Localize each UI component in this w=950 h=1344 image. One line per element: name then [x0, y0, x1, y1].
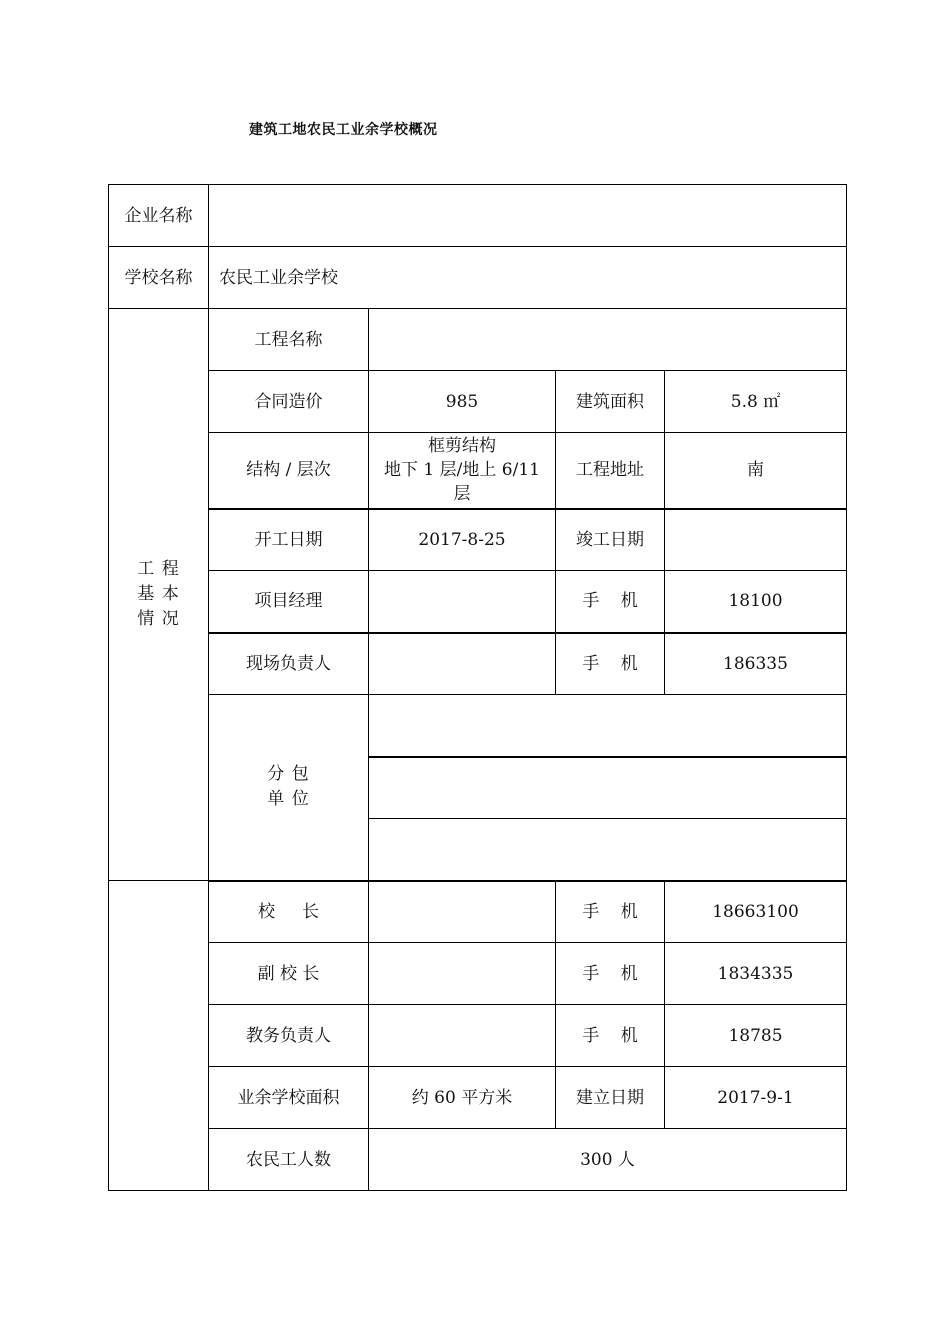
area-value: 5.8 ㎡: [665, 371, 847, 433]
company-label: 企业名称: [109, 185, 209, 247]
school-row: [109, 247, 847, 309]
contract-value: 985: [369, 371, 556, 433]
principal-value: [369, 881, 556, 943]
project-name-value: [369, 309, 847, 371]
site-lead-row: [109, 633, 847, 695]
principal-row: [109, 881, 847, 943]
manager-label: 项目经理: [209, 571, 369, 633]
vice-principal-phone-label: 手 机: [556, 943, 665, 1005]
subcontractor-value: [369, 695, 847, 757]
site-lead-phone-value: 186335: [665, 633, 847, 695]
address-value: 南: [665, 433, 847, 509]
section-label-cell: [109, 309, 209, 881]
vice-principal-label: 副 校 长: [209, 943, 369, 1005]
academic-row: [109, 1005, 847, 1067]
school-info-table: [108, 184, 847, 1191]
workers-label: 农民工人数: [209, 1129, 369, 1191]
subcontractor-value: [369, 819, 847, 881]
school-area-row: [109, 1067, 847, 1129]
established-value: 2017-9-1: [665, 1067, 847, 1129]
academic-label: 教务负责人: [209, 1005, 369, 1067]
principal-phone-label: 手 机: [556, 881, 665, 943]
dates-row: [109, 509, 847, 571]
subcontractor-row: [109, 695, 847, 757]
academic-value: [369, 1005, 556, 1067]
site-lead-value: [369, 633, 556, 695]
academic-phone-label: 手 机: [556, 1005, 665, 1067]
structure-value: 框剪结构 地下 1 层/地上 6/11 层: [369, 433, 556, 509]
start-date-label: 开工日期: [209, 509, 369, 571]
workers-row: [109, 1129, 847, 1191]
school-value: 农民工业余学校: [209, 247, 847, 309]
manager-phone-value: 18100: [665, 571, 847, 633]
subcontractor-label: 分 包 单 位: [267, 764, 310, 810]
site-lead-label: 现场负责人: [209, 633, 369, 695]
vice-principal-row: [109, 943, 847, 1005]
project-name-row: [109, 309, 847, 371]
subcontractor-label-cell: [209, 695, 369, 881]
contract-row: [109, 371, 847, 433]
company-row: [109, 185, 847, 247]
vice-principal-value: [369, 943, 556, 1005]
address-label: 工程地址: [556, 433, 665, 509]
established-label: 建立日期: [556, 1067, 665, 1129]
finish-date-label: 竣工日期: [556, 509, 665, 571]
section-label: 工 程 基 本 情 况: [137, 559, 180, 629]
manager-value: [369, 571, 556, 633]
area-label: 建筑面积: [556, 371, 665, 433]
project-name-label: 工程名称: [209, 309, 369, 371]
vice-principal-phone-value: 1834335: [665, 943, 847, 1005]
blank-left-cell: [109, 881, 209, 1191]
structure-label: 结构 / 层次: [209, 433, 369, 509]
school-label: 学校名称: [109, 247, 209, 309]
principal-phone-value: 18663100: [665, 881, 847, 943]
finish-date-value: [665, 509, 847, 571]
workers-value: 300 人: [369, 1129, 847, 1191]
company-value: [209, 185, 847, 247]
structure-row: [109, 433, 847, 509]
start-date-value: 2017-8-25: [369, 509, 556, 571]
principal-label: 校 长: [209, 881, 369, 943]
manager-phone-label: 手 机: [556, 571, 665, 633]
school-area-label: 业余学校面积: [209, 1067, 369, 1129]
site-lead-phone-label: 手 机: [556, 633, 665, 695]
school-area-value: 约 60 平方米: [369, 1067, 556, 1129]
manager-row: [109, 571, 847, 633]
academic-phone-value: 18785: [665, 1005, 847, 1067]
document-title: 建筑工地农民工业余学校概况: [249, 122, 438, 138]
subcontractor-value: [369, 757, 847, 819]
contract-label: 合同造价: [209, 371, 369, 433]
